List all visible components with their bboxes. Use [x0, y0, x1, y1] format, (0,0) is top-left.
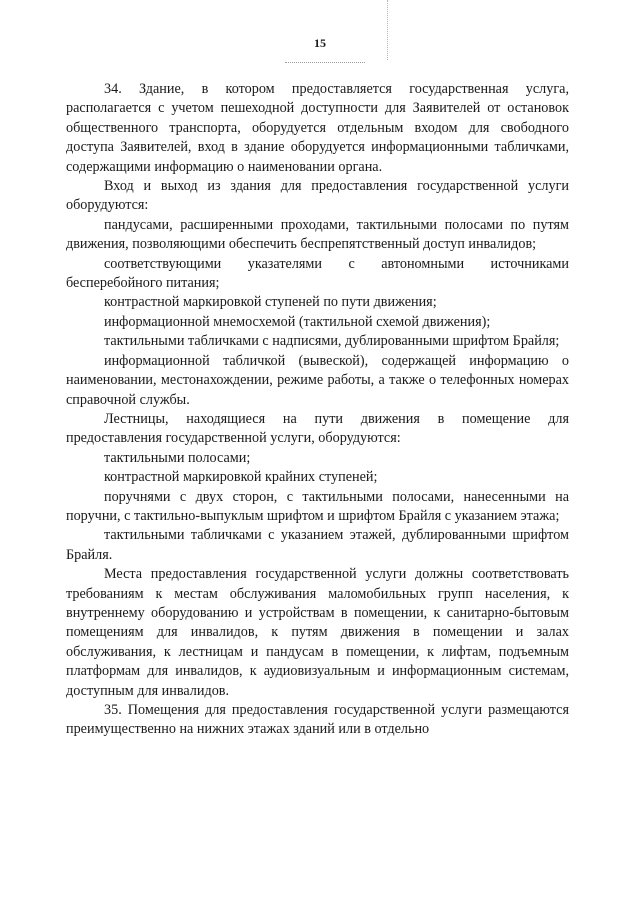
paragraph: тактильными табличками с надписями, дублированными шрифтом Брайля; — [104, 333, 560, 350]
paragraph: информационной табличкой (вывеской), содержащей информацию о наименовании, местонахождении, режиме работы, а также о телефонных номерах справочной службы. — [66, 352, 569, 408]
paragraph: контрастной маркировкой ступеней по пути движения; — [104, 294, 437, 311]
paragraph: пандусами, расширенными проходами, тактильными полосами по путям движения, позволяющими обеспечить беспрепятственный доступ инвалидов; — [66, 216, 569, 253]
document-body — [66, 80, 569, 740]
paragraph: информационной мнемосхемой (тактильной схемой движения); — [104, 313, 491, 330]
paragraph: Вход и выход из здания для предоставления государственной услуги оборудуются: — [66, 178, 569, 214]
scan-artifact-line — [285, 62, 365, 71]
scan-artifact — [230, 6, 390, 20]
paragraph: тактильными полосами; — [104, 449, 251, 466]
paragraph: Места предоставления государственной услуги должны соответствовать требованиям к местам обслуживания маломобильных групп населения, к внутреннему оборудованию и устройствам в помещении, к санитарно-бытовым помещениям для инвалидов, к путям движения в помещении и залах обслуживания, к лестницам и пандусам в помещении, к лифтам, подъемным платформам для инвалидов, к аудиовизуальным и информационным системам, доступным для инвалидов. — [66, 566, 569, 699]
scan-edge-mark — [387, 0, 389, 60]
paragraph: контрастной маркировкой крайних ступеней; — [104, 469, 378, 486]
paragraph: соответствующими указателями с автономными источниками бесперебойного питания; — [66, 255, 569, 292]
paragraph: Лестницы, находящиеся на пути движения в помещение для предоставления государственной услуги, оборудуются: — [66, 410, 569, 447]
paragraph: 34. Здание, в котором предоставляется государственная услуга, располагается с учетом пешеходной доступности для Заявителей от остановок общественного транспорта, оборудуется отдельным входом для свободного доступа Заявителей, вход в здание оборудуется информационными табличками, содержащими информацию о наименовании органа. — [66, 81, 569, 175]
paragraph: поручнями с двух сторон, с тактильными полосами, нанесенными на поручни, с тактильно-выпуклым шрифтом и шрифтом Брайля с указанием этажа; — [66, 488, 569, 524]
paragraph: 35. Помещения для предоставления государственной услуги размещаются преимущественно на нижних этажах зданий или в отдельно — [66, 702, 569, 738]
page-number: 15 — [314, 36, 326, 50]
paragraph: тактильными табличками с указанием этажей, дублированными шрифтом Брайля. — [66, 527, 569, 563]
